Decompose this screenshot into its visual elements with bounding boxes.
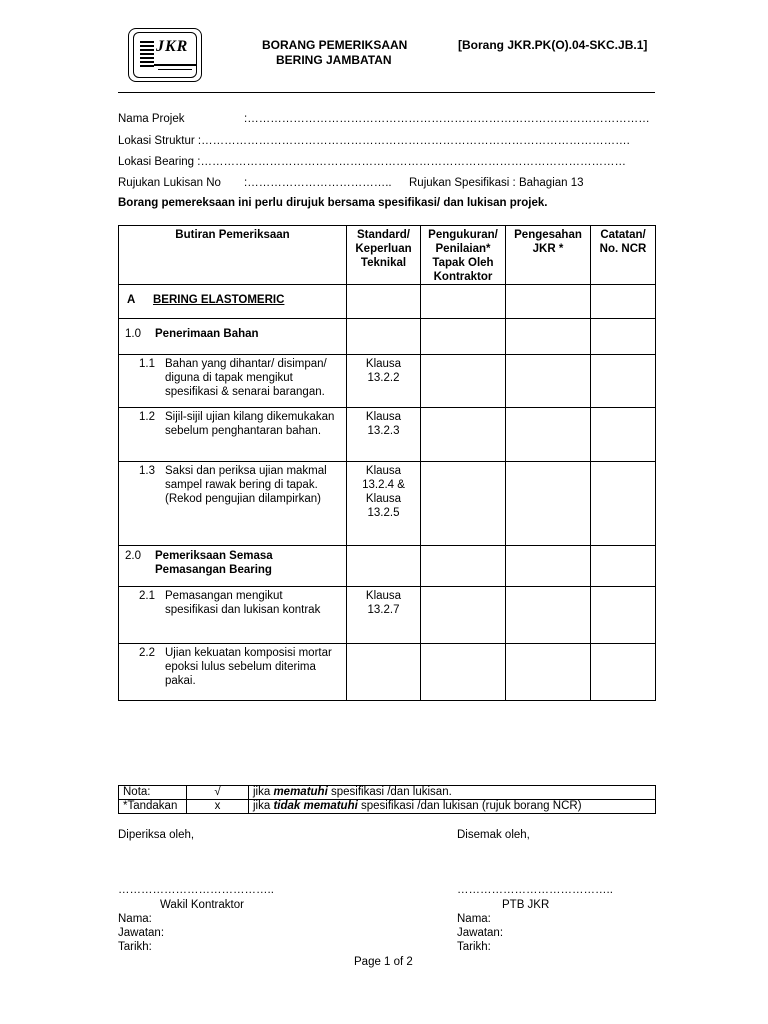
section-1-num: 1.0 bbox=[125, 328, 141, 340]
item-1-2: 1.2 Sijil-sijil ujian kilang dikemukakan sebelum penghantaran bahan. bbox=[119, 408, 347, 462]
left-nama: Nama: bbox=[118, 913, 152, 925]
jkr-logo bbox=[128, 28, 202, 82]
right-role: PTB JKR bbox=[502, 899, 550, 911]
disemak-heading: Disemak oleh, bbox=[457, 829, 530, 841]
section-1-cell bbox=[119, 319, 347, 355]
inspection-table bbox=[118, 225, 656, 701]
std-1-3: Klausa 13.2.4 & Klausa 13.2.5 bbox=[347, 462, 421, 546]
table-row bbox=[119, 319, 656, 355]
section-1-title: Penerimaan Bahan bbox=[155, 328, 259, 340]
form-code: [Borang JKR.PK(O).04-SKC.JB.1] bbox=[458, 38, 648, 52]
item-1-1: 1.1 Bahan yang dihantar/ disimpan/ diguna di tapak mengikut spesifikasi & senarai barangan. bbox=[119, 355, 347, 408]
nota-text-2: jika tidak mematuhi spesifikasi /dan lukisan (rujuk borang NCR) bbox=[249, 800, 656, 814]
left-tarikh: Tarikh: bbox=[118, 941, 152, 953]
nota-table bbox=[118, 785, 656, 814]
table-row bbox=[119, 546, 656, 587]
right-jawatan: Jawatan: bbox=[457, 927, 504, 939]
form-title-line1: BORANG PEMERIKSAAN bbox=[262, 38, 408, 52]
table-row bbox=[119, 644, 656, 701]
rujukan-lukisan-label: Rujukan Lukisan No bbox=[118, 177, 221, 189]
item-2-2: 2.2 Ujian kekuatan komposisi mortar epoksi lulus sebelum diterima pakai. bbox=[119, 644, 347, 701]
building-icon bbox=[140, 41, 154, 67]
table-row bbox=[119, 587, 656, 644]
table-row bbox=[119, 355, 656, 408]
table-row bbox=[119, 408, 656, 462]
nota-row bbox=[119, 800, 656, 814]
page-number: Page 1 of 2 bbox=[354, 956, 413, 968]
nama-projek-field[interactable]: :…………………………………………………………………………………………… bbox=[244, 113, 650, 125]
lokasi-struktur-field[interactable]: Lokasi Struktur :…………………………………………………………………………………………………. bbox=[118, 135, 630, 147]
left-role: Wakil Kontraktor bbox=[160, 899, 244, 911]
item-1-3: 1.3 Saksi dan periksa ujian makmal sampel rawak bering di tapak. (Rekod pengujian dilampirkan) bbox=[119, 462, 347, 546]
header-pengukuran: Pengukuran/ Penilaian* Tapak Oleh Kontraktor bbox=[421, 226, 506, 285]
section-a-letter: A bbox=[127, 294, 136, 306]
cross-symbol: x bbox=[187, 800, 249, 814]
std-2-1: Klausa 13.2.7 bbox=[347, 587, 421, 644]
std-1-1: Klausa 13.2.2 bbox=[347, 355, 421, 408]
std-1-2: Klausa 13.2.3 bbox=[347, 408, 421, 462]
header-catatan: Catatan/ No. NCR bbox=[591, 226, 656, 285]
diperiksa-heading: Diperiksa oleh, bbox=[118, 829, 195, 841]
tick-symbol: √ bbox=[187, 786, 249, 800]
tandakan-label: *Tandakan bbox=[119, 800, 187, 814]
instruction-text: Borang pemereksaan ini perlu dirujuk bersama spesifikasi/ dan lukisan projek. bbox=[118, 197, 548, 209]
nota-label: Nota: bbox=[119, 786, 187, 800]
section-a-title: BERING ELASTOMERIC bbox=[153, 294, 285, 306]
nama-projek-label: Nama Projek bbox=[118, 113, 185, 125]
nota-text-1: jika mematuhi spesifikasi /dan lukisan. bbox=[249, 786, 656, 800]
item-2-1: 2.1 Pemasangan mengikut spesifikasi dan lukisan kontrak bbox=[119, 587, 347, 644]
right-nama: Nama: bbox=[457, 913, 491, 925]
header-butiran: Butiran Pemeriksaan bbox=[119, 226, 347, 285]
std-2-2 bbox=[347, 644, 421, 701]
table-row bbox=[119, 462, 656, 546]
left-jawatan: Jawatan: bbox=[118, 927, 165, 939]
nota-row bbox=[119, 786, 656, 800]
section-2-num: 2.0 bbox=[125, 550, 141, 562]
left-signature-line[interactable]: ………………………………….. bbox=[118, 884, 274, 896]
section-2-cell bbox=[119, 546, 347, 587]
table-row bbox=[119, 285, 656, 319]
header-divider bbox=[118, 92, 655, 93]
right-tarikh: Tarikh: bbox=[457, 941, 491, 953]
section-2-title: Pemeriksaan Semasa Pemasangan Bearing bbox=[155, 550, 273, 576]
form-title-line2: BERING JAMBATAN bbox=[276, 53, 392, 67]
rujukan-lukisan-field[interactable]: :……………………………….. bbox=[244, 177, 392, 189]
logo-text: JKR bbox=[156, 38, 189, 55]
lokasi-bearing-field[interactable]: Lokasi Bearing :………………………………………………………………………………………………… bbox=[118, 156, 626, 168]
section-a-cell bbox=[119, 285, 347, 319]
header-pengesahan: Pengesahan JKR * bbox=[506, 226, 591, 285]
rujukan-spesifikasi: Rujukan Spesifikasi : Bahagian 13 bbox=[409, 177, 584, 189]
table-header-row bbox=[119, 226, 656, 285]
header-standard: Standard/ Keperluan Teknikal bbox=[347, 226, 421, 285]
right-signature-line[interactable]: ………………………………….. bbox=[457, 884, 613, 896]
